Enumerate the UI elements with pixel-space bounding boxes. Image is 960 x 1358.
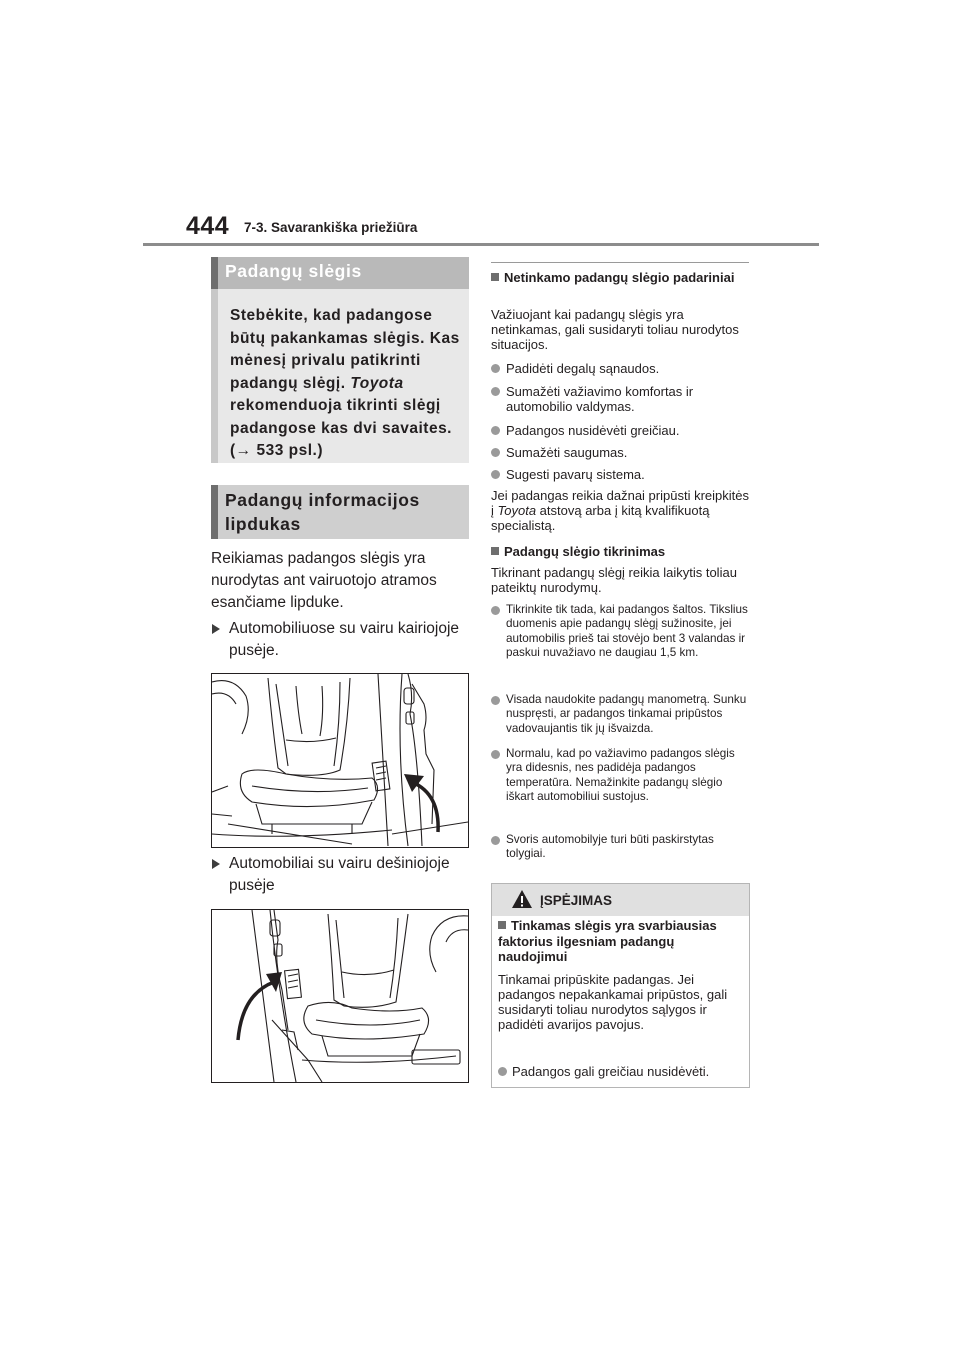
bullet-dot-icon: [491, 836, 500, 845]
list-item: Svoris automobilyje turi būti paskirstytas tolygiai.: [506, 833, 714, 861]
heading-incorrect-pressure: Netinkamo padangų slėgio padariniai: [491, 270, 749, 286]
heading-pressure-check: Padangų slėgio tikrinimas: [491, 544, 749, 560]
triangle-bullet-icon: [212, 859, 220, 869]
warning-list-item: Padangos gali greičiau nusidėvėti.: [512, 1064, 710, 1079]
list-item: Padangos nusidėvėti greičiau.: [506, 423, 680, 438]
bullet-dot-icon: [491, 448, 500, 457]
tire-pressure-info-box: [211, 289, 469, 463]
tire-label-title-box: [211, 485, 469, 539]
tire-pressure-info-text: Stebėkite, kad padangose būtų pakankamas slėgis. Kas mėnesį privalu patikrinti padangų slėgį. Toyota rekomenduoja tikrinti slėgį padangose kas dvi savaites. (→ 533 psl.): [230, 307, 460, 459]
tire-pressure-title: Padangų slėgis: [225, 261, 362, 281]
list-item: Visada naudokite padangų manometrą. Sunku nuspręsti, ar padangos tinkamai pripūstos vadovaujantis tik jų išvaizda.: [506, 693, 747, 735]
section-title: 7-3. Savarankiška priežiūra: [244, 220, 418, 235]
warning-heading: Tinkamas slėgis yra svarbiausias faktorius ilgesniam padangų naudojimui: [498, 918, 717, 964]
triangle-bullet-icon: [212, 624, 220, 634]
page-number: 444: [186, 212, 230, 240]
rhd-caption: Automobiliai su vairu dešiniojoje pusėje: [229, 855, 450, 894]
bullet-dot-icon: [491, 606, 500, 615]
rhd-seat-illustration: [211, 909, 469, 1083]
paragraph-contact-dealer: Jei padangas reikia dažnai pripūsti kreipkitės į Toyota atstovą arba į kitą kvalifikuotą specialistą.: [491, 488, 749, 533]
bullet-dot-icon: [498, 1067, 507, 1076]
bullet-dot-icon: [491, 696, 500, 705]
warning-title: ĮSPĖJIMAS: [540, 893, 613, 908]
bullet-dot-icon: [491, 426, 500, 435]
intro-paragraph: Reikiamas padangos slėgis yra nurodytas ant vairuotojo atramos esančiame lipduke.: [211, 550, 437, 611]
bullet-dot-icon: [491, 387, 500, 396]
header-rule: [143, 243, 819, 246]
bullet-dot-icon: [491, 750, 500, 759]
list-item: Sugesti pavarų sistema.: [506, 467, 645, 482]
bullet-dot-icon: [491, 364, 500, 373]
lhd-caption: Automobiliuose su vairu kairiojoje pusėje.: [229, 620, 460, 659]
right-column-rule: [491, 262, 749, 263]
paragraph-incorrect-pressure: Važiuojant kai padangų slėgis yra netinkamas, gali susidaryti toliau nurodytos situacijos.: [491, 307, 739, 352]
warning-triangle-icon: [511, 889, 533, 909]
list-item: Normalu, kad po važiavimo padangos slėgis yra didesnis, nes padidėja padangos temperatūra. Nemažinkite padangų slėgio iškart automobiliui sustojus.: [506, 747, 735, 803]
tire-pressure-title-box: [211, 257, 469, 289]
list-item: Sumažėti saugumas.: [506, 445, 628, 460]
warning-paragraph: Tinkamai pripūskite padangas. Jei padangos nepakankamai pripūstos, gali susidaryti toliau nurodytos sąlygos ir padidėti avarijos pavojus.: [498, 972, 728, 1032]
paragraph-pressure-check: Tikrinant padangų slėgį reikia laikytis toliau pateiktų nurodymų.: [491, 565, 737, 595]
tire-label-title: Padangų informacijos lipdukas: [225, 490, 420, 534]
bullet-dot-icon: [491, 470, 500, 479]
list-item: Padidėti degalų sąnaudos.: [506, 361, 660, 376]
list-item: Sumažėti važiavimo komfortas ir automobilio valdymas.: [506, 384, 694, 414]
list-item: Tikrinkite tik tada, kai padangos šaltos. Tikslius duomenis apie padangų slėgį sužinosite, jei automobilis prieš tai stovėjo bent 3 valandas ir paskui nuvažiavo ne daugiau 1,5 km.: [506, 603, 748, 659]
lhd-seat-illustration: [211, 673, 469, 848]
page-reference: (→ 533 psl.): [230, 442, 323, 459]
